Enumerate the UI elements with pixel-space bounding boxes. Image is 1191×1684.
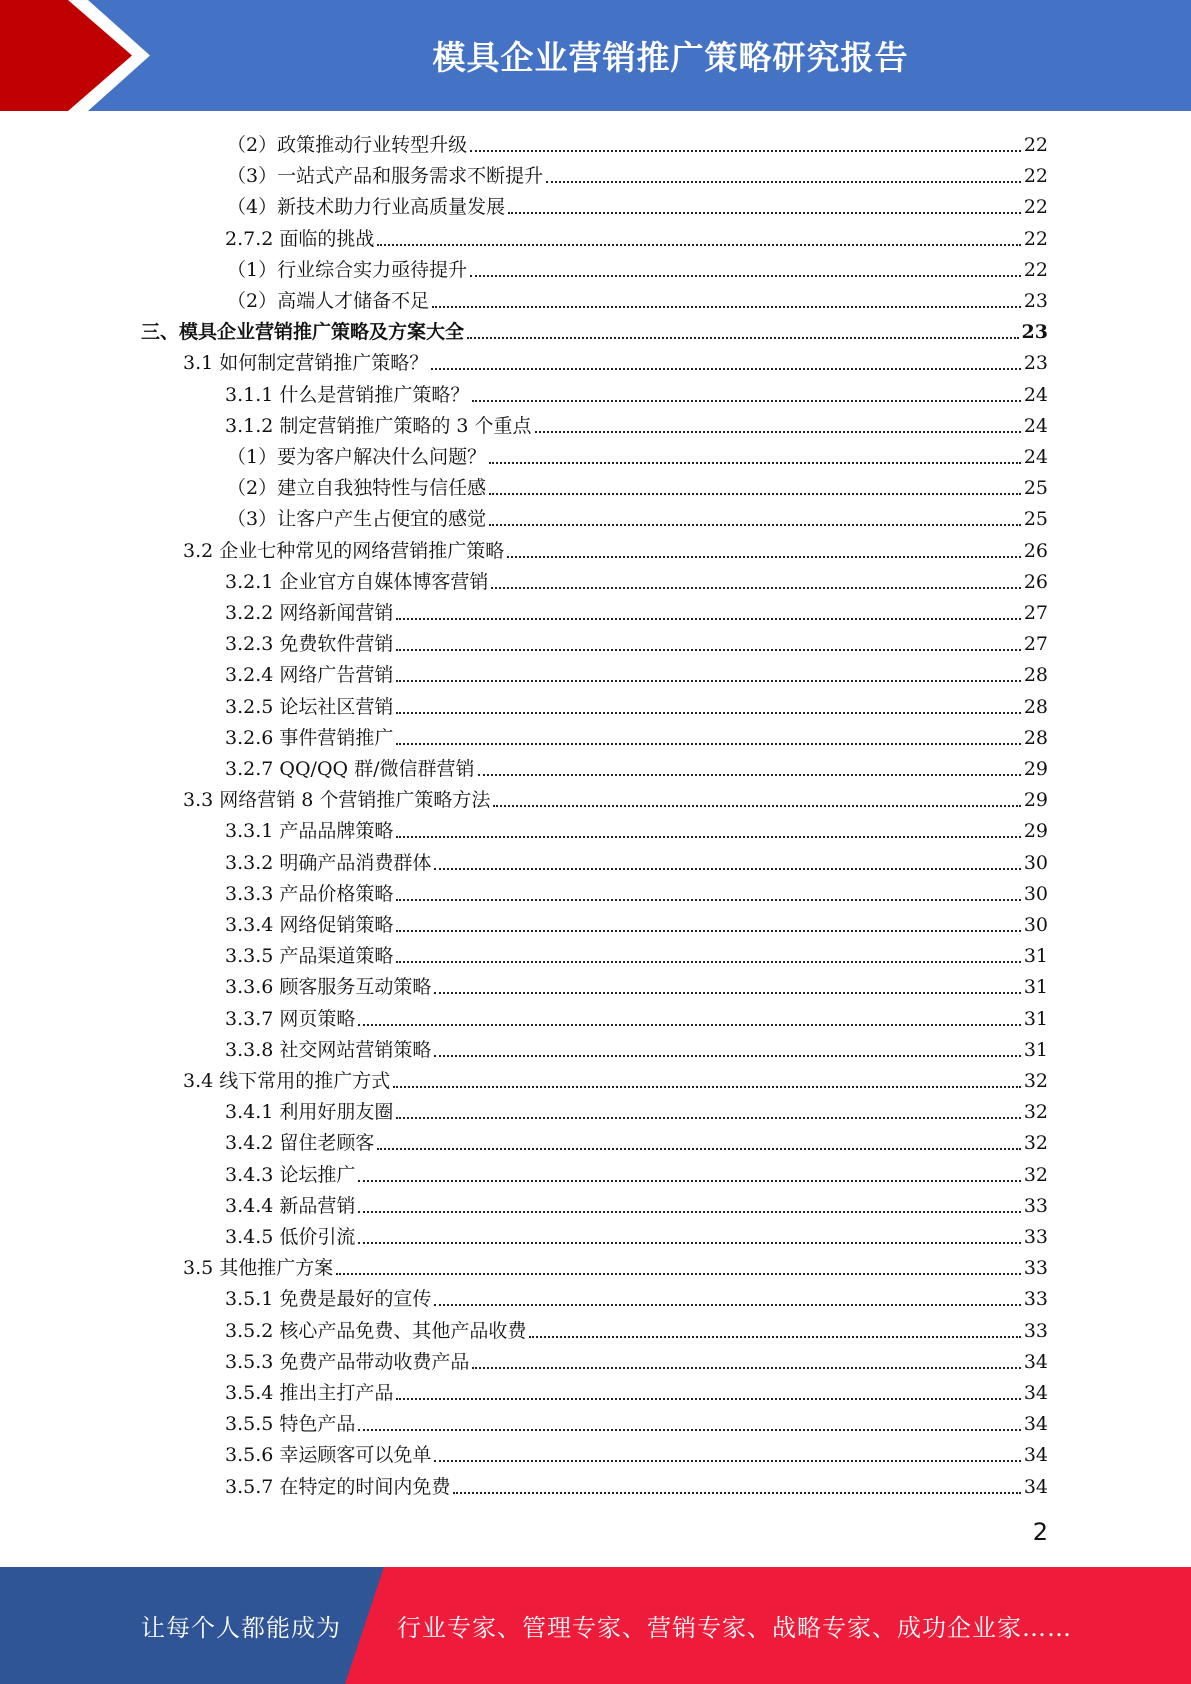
toc-entry[interactable] [183,345,1048,376]
toc-dot-leader [535,431,1021,433]
toc-entry-title: 3.4.4 新品营销 [225,1194,356,1217]
toc-dot-leader [470,150,1021,152]
toc-entry-page-number: 23 [1023,352,1048,375]
toc-entry[interactable] [225,221,1048,252]
toc-entry[interactable] [225,1469,1048,1500]
toc-entry[interactable] [183,1063,1048,1094]
toc-entry-title: 3.3.5 产品渠道策略 [225,945,394,968]
toc-entry-page-number: 34 [1023,1444,1048,1467]
toc-dot-leader [493,805,1020,807]
toc-entry-page-number: 30 [1023,882,1048,905]
toc-entry-page-number: 31 [1023,1007,1048,1030]
toc-entry[interactable] [183,1250,1048,1281]
toc-entry-page-number: 28 [1023,726,1048,749]
toc-entry-page-number: 24 [1023,414,1048,437]
toc-entry-title: （2）建立自我独特性与信任感 [227,477,487,500]
toc-entry-page-number: 24 [1023,383,1048,406]
toc-dot-leader [358,1024,1020,1026]
toc-entry-page-number: 33 [1023,1288,1048,1311]
toc-entry[interactable] [225,1344,1048,1375]
toc-entry-title: 3.2.5 论坛社区营销 [225,695,394,718]
toc-entry-page-number: 28 [1023,664,1048,687]
footer-slogan-left: 让每个人都能成为 [141,1614,341,1642]
toc-entry[interactable] [225,595,1048,626]
toc-entry-page-number: 23 [1021,321,1048,344]
toc-dot-leader [396,649,1020,651]
toc-entry-page-number: 25 [1023,477,1048,500]
toc-dot-leader [358,1211,1020,1213]
toc-dot-leader [393,1086,1021,1088]
toc-dot-leader [358,1242,1020,1244]
toc-dot-leader [434,868,1020,870]
toc-dot-leader [396,836,1020,838]
toc-dot-leader [434,1304,1020,1306]
toc-entry[interactable] [225,1437,1048,1468]
footer-banner [0,1567,1191,1684]
toc-dot-leader [470,275,1021,277]
toc-entry[interactable] [225,1001,1048,1032]
toc-entry-page-number: 33 [1023,1194,1048,1217]
toc-entry-page-number: 34 [1023,1475,1048,1498]
toc-entry-title: 3.2.6 事件营销推广 [225,726,394,749]
toc-entry-page-number: 29 [1023,789,1048,812]
toc-entry-page-number: 22 [1023,227,1048,250]
toc-entry-page-number: 23 [1023,290,1048,312]
toc-dot-leader [396,1117,1020,1119]
toc-entry-page-number: 31 [1023,1038,1048,1061]
toc-dot-leader [396,1398,1020,1400]
toc-entry-title: 3.3.6 顾客服务互动策略 [225,976,432,999]
toc-entry[interactable] [225,1125,1048,1156]
toc-entry-title: （3）让客户产生占便宜的感觉 [227,508,487,531]
toc-entry[interactable] [225,1375,1048,1406]
toc-entry[interactable] [227,501,1048,532]
toc-entry[interactable] [225,720,1048,751]
toc-entry-title: 3.5.4 推出主打产品 [225,1382,394,1404]
toc-entry-page-number: 22 [1023,165,1048,188]
toc-entry-title: 3.4.5 低价引流 [225,1226,356,1248]
toc-entry-title: 3.1.1 什么是营销推广策略？ [225,383,470,406]
toc-entry-title: 3.5 其他推广方案 [183,1257,334,1280]
toc-entry-page-number: 32 [1023,1163,1048,1186]
toc-entry-title: 3.2.2 网络新闻营销 [225,602,394,624]
toc-entry-title: 3.5.2 核心产品免费、其他产品收费 [225,1319,527,1342]
toc-entry-page-number: 33 [1023,1319,1048,1342]
toc-entry-title: 3.1 如何制定营销推广策略？ [183,352,429,375]
toc-entry-title: 3.2.4 网络广告营销 [225,664,394,687]
toc-entry[interactable] [141,314,1048,345]
toc-entry-title: 3.3.8 社交网站营销策略 [225,1038,432,1061]
toc-entry[interactable] [227,283,1048,314]
toc-entry[interactable] [225,876,1048,907]
document-title: 模具企业营销推广策略研究报告 [432,38,909,77]
toc-entry-page-number: 34 [1023,1382,1048,1404]
toc-entry[interactable] [225,907,1048,938]
toc-entry-title: （2）政策推动行业转型升级 [227,134,468,156]
toc-dot-leader [472,1367,1020,1369]
toc-entry[interactable] [225,377,1048,408]
toc-dot-leader [434,1460,1020,1462]
toc-entry[interactable] [225,1313,1048,1344]
toc-entry-title: 3.3.2 明确产品消费群体 [225,851,432,874]
toc-entry[interactable] [227,252,1048,283]
toc-entry-page-number: 34 [1023,1413,1048,1436]
toc-dot-leader [396,680,1020,682]
toc-entry-page-number: 26 [1023,539,1048,562]
toc-entry-title: 3.2.1 企业官方自媒体博客营销 [225,570,489,593]
toc-entry-title: 3.5.5 特色产品 [225,1413,356,1436]
footer-slogan-right: 行业专家、管理专家、营销专家、战略专家、成功企业家…… [397,1614,1072,1642]
toc-entry[interactable] [225,408,1048,439]
toc-entry-title: 3.4.3 论坛推广 [225,1163,356,1186]
toc-entry-page-number: 30 [1023,914,1048,936]
toc-entry[interactable] [225,1188,1048,1219]
toc-entry-page-number: 32 [1023,1070,1048,1092]
toc-dot-leader [396,930,1020,932]
toc-entry-title: 3.1.2 制定营销推广策略的 3 个重点 [225,414,532,437]
toc-entry-title: 3.4.1 利用好朋友圈 [225,1101,394,1124]
toc-dot-leader [396,899,1020,901]
toc-entry[interactable] [227,189,1048,220]
toc-dot-leader [336,1273,1021,1275]
toc-entry-page-number: 27 [1023,633,1048,656]
toc-entry[interactable] [225,689,1048,720]
toc-entry[interactable] [225,1406,1048,1437]
toc-entry-page-number: 29 [1023,820,1048,843]
toc-entry-title: 3.5.7 在特定的时间内免费 [225,1475,451,1498]
toc-entry-page-number: 31 [1023,945,1048,968]
toc-dot-leader [489,524,1021,526]
toc-entry[interactable] [227,470,1048,501]
toc-dot-leader [478,774,1021,776]
toc-dot-leader [491,587,1020,589]
toc-entry[interactable] [225,1094,1048,1125]
toc-entry-title: 3.3.7 网页策略 [225,1007,356,1030]
page-number: 2 [1032,1518,1048,1546]
toc-dot-leader [432,306,1021,308]
toc-dot-leader [489,493,1021,495]
toc-entry-page-number: 31 [1023,976,1048,999]
toc-dot-leader [529,1336,1020,1338]
toc-entry-title: （3）一站式产品和服务需求不断提升 [227,165,544,188]
toc-entry[interactable] [225,751,1048,782]
toc-entry[interactable] [225,626,1048,657]
header-banner [0,0,1191,111]
toc-dot-leader [489,462,1021,464]
toc-entry-title: （1）行业综合实力亟待提升 [227,258,468,281]
toc-entry-title: 2.7.2 面临的挑战 [225,227,375,250]
toc-dot-leader [507,556,1021,558]
toc-dot-leader [546,181,1021,183]
toc-dot-leader [453,1492,1020,1494]
toc-entry-title: 3.2.7 QQ/QQ 群/微信群营销 [225,758,475,780]
toc-entry[interactable] [225,564,1048,595]
toc-entry-title: （1）要为客户解决什么问题？ [227,446,487,468]
toc-entry[interactable] [225,845,1048,876]
toc-entry-page-number: 32 [1023,1101,1048,1124]
toc-entry-title: 3.5.6 幸运顾客可以免单 [225,1444,432,1467]
toc-entry[interactable] [225,1219,1048,1250]
toc-entry-page-number: 28 [1023,695,1048,718]
toc-dot-leader [396,961,1020,963]
toc-entry-page-number: 32 [1023,1132,1048,1155]
toc-entry-page-number: 24 [1023,446,1048,468]
toc-entry[interactable] [227,439,1048,470]
toc-entry[interactable] [225,938,1048,969]
toc-entry[interactable] [183,782,1048,813]
toc-entry-page-number: 22 [1023,196,1048,219]
toc-dot-leader [431,368,1021,370]
toc-entry-page-number: 22 [1023,134,1048,156]
header-chevron-decoration [0,0,150,111]
toc-entry-title: 3.5.1 免费是最好的宣传 [225,1288,432,1311]
toc-entry[interactable] [225,969,1048,1000]
toc-entry[interactable] [227,158,1048,189]
toc-entry[interactable] [225,813,1048,844]
toc-entry-page-number: 22 [1023,258,1048,281]
toc-entry-title: 三、模具企业营销推广策略及方案大全 [141,321,465,344]
toc-dot-leader [434,1055,1020,1057]
toc-entry-page-number: 33 [1023,1226,1048,1248]
toc-entry-page-number: 33 [1023,1257,1048,1280]
toc-entry-title: 3.3.1 产品品牌策略 [225,820,394,843]
toc-entry-page-number: 26 [1023,570,1048,593]
toc-dot-leader [358,1429,1020,1431]
toc-entry-title: 3.5.3 免费产品带动收费产品 [225,1350,470,1373]
toc-entry[interactable] [225,1032,1048,1063]
toc-entry-title: （2）高端人才储备不足 [227,290,430,312]
toc-dot-leader [508,212,1021,214]
toc-entry-title: 3.2 企业七种常见的网络营销推广策略 [183,539,505,562]
toc-entry[interactable] [183,533,1048,564]
toc-entry-title: 3.3.4 网络促销策略 [225,914,394,936]
toc-entry-page-number: 25 [1023,508,1048,531]
toc-dot-leader [396,743,1020,745]
toc-entry-page-number: 34 [1023,1350,1048,1373]
toc-entry-page-number: 27 [1023,602,1048,624]
toc-entry[interactable] [225,657,1048,688]
toc-entry-page-number: 29 [1023,758,1048,780]
toc-entry-title: 3.2.3 免费软件营销 [225,633,394,656]
toc-dot-leader [396,618,1020,620]
toc-entry-title: （4）新技术助力行业高质量发展 [227,196,506,219]
toc-dot-leader [434,992,1020,994]
toc-entry-title: 3.4.2 留住老顾客 [225,1132,375,1155]
toc-dot-leader [377,244,1020,246]
toc-entry-title: 3.4 线下常用的推广方式 [183,1070,391,1092]
toc-dot-leader [467,337,1019,339]
toc-entry[interactable] [227,127,1048,158]
toc-dot-leader [472,400,1020,402]
toc-entry-title: 3.3.3 产品价格策略 [225,882,394,905]
toc-dot-leader [358,1180,1020,1182]
toc-entry[interactable] [225,1157,1048,1188]
toc-dot-leader [396,712,1020,714]
toc-entry-page-number: 30 [1023,851,1048,874]
toc-entry[interactable] [225,1281,1048,1312]
toc-dot-leader [377,1148,1020,1150]
toc-entry-title: 3.3 网络营销 8 个营销推广策略方法 [183,789,491,812]
